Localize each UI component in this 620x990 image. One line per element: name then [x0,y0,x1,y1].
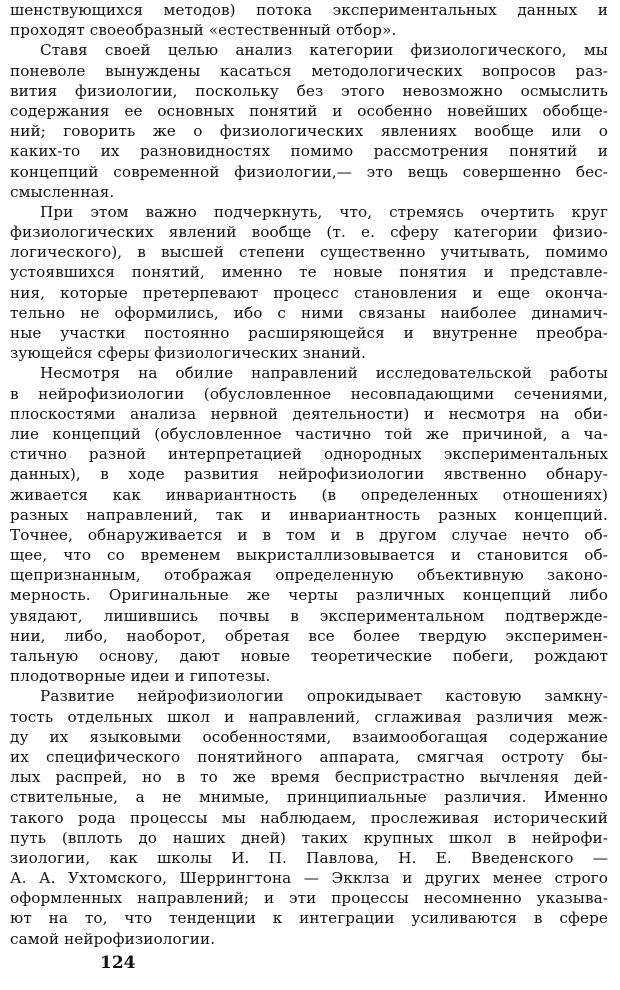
text-line: содержания ее основных понятий и особенно новейших обобще- [10,101,608,120]
text-line: При этом важно подчеркнуть, что, стремясь очертить круг [40,202,608,221]
page-number: 124 [100,953,136,973]
text-line: зиологии, как школы И. П. Павлова, Н. Е. Введенского — [10,848,608,867]
text-line: щепризнанным, отображая определенную объективную законо- [10,566,608,585]
text-line: концепций современной физиологии,— это вещь совершенно бес- [10,162,608,181]
text-line: данных), в ходе развития нейрофизиологии явственно обнару- [10,465,608,484]
text-line: ния, которые претерпевают процесс становления и еще оконча- [10,283,608,302]
text-line: проходят своеобразный «естественный отбор». [10,21,397,40]
text-line: самой нейрофизиологии. [10,929,216,948]
text-line: такого рода процессы мы наблюдаем, прослеживая исторический [10,808,608,827]
text-line: ют на то, что тенденции к интеграции усиливаются в сфере [10,909,608,928]
text-line: оформленных направлений; и эти процессы несомненно указыва- [10,889,608,908]
text-line: поневоле вынуждены касаться методологических вопросов раз- [10,61,608,80]
text-line: увядают, лишившись почвы в экспериментальном подтвержде- [10,606,608,625]
paragraph-1 [10,0,608,40]
text-line: ду их языковыми особенностями, взаимообогащая содержание [10,727,608,746]
text-line: мерность. Оригинальные же черты различных концепций либо [10,586,608,605]
text-line: стично разной интерпретацией однородных экспериментальных [10,445,608,464]
page-body [10,0,608,949]
text-line: зующейся сферы физиологических знаний. [10,344,367,363]
text-line: Несмотря на обилие направлений исследовательской работы [40,364,608,383]
text-line: ствительные, а не мнимые, принципиальные различия. Именно [10,788,608,807]
text-line: разных направлений, так и инвариантность разных концепций. [10,505,608,524]
text-line: логического), в высшей степени существенно учитывать, помимо [10,243,608,262]
text-line: ные участки постоянно расширяющейся и внутренне преобра- [10,324,608,342]
text-line: ний; говорить же о физиологических явлениях вообще или о [10,122,608,141]
text-line: путь (вплоть до наших дней) таких крупных школ в нейрофи- [10,828,608,847]
text-line: Развитие нейрофизиологии опрокидывает кастовую замкну- [40,687,608,706]
text-line: тельно не оформились, ибо с ними связаны наиболее динамич- [10,303,608,322]
text-line: Точнее, обнаруживается и в том и в другом случае нечто об- [10,525,608,544]
text-line: в нейрофизиологии (обусловленное несовпадающими сечениями, [10,384,608,403]
text-line: вития физиологии, поскольку без этого невозможно осмыслить [10,81,608,100]
text-line: Ставя своей целью анализ категории физиологического, мы [40,41,608,60]
paragraph-3 [10,202,608,364]
text-line: каких-то их разновидностях помимо рассмотрения понятий и [10,142,608,161]
text-line: их специфического понятийного аппарата, смягчая остроту бы- [10,747,608,766]
text-line: тость отдельных школ и направлений, сглаживая различия меж- [10,707,608,726]
text-line: плодотворные идеи и гипотезы. [10,667,271,686]
text-line: тальную основу, дают новые теоретические побеги, рождают [10,647,608,665]
text-line: лие концепций (обусловленное частично той же причиной, а ча- [10,424,608,443]
text-line: А. А. Ухтомского, Шеррингтона — Экклза и других менее строго [10,869,608,888]
paragraph-2 [10,40,608,202]
text-line: щее, что со временем выкристаллизовывается и становится об- [10,546,608,565]
text-line: плоскостями анализа нервной деятельности) и несмотря на оби- [10,404,608,423]
text-line: шенствующихся методов) потока экспериментальных данных и [10,1,608,19]
text-line: живается как инвариантность (в определенных отношениях) [10,485,608,504]
text-line: нии, либо, наоборот, обретая все более твердую эксперимен- [10,626,608,645]
text-line: смысленная. [10,182,115,201]
text-line: лых распрей, но в то же время беспристрастно вычленяя дей- [10,768,608,787]
paragraph-4 [10,363,608,686]
text-line: физиологических явлений вообще (т. е. сферу категории физио- [10,223,608,242]
paragraph-5 [10,686,608,948]
text-line: устоявшихся понятий, именно те новые понятия и представле- [10,263,608,282]
